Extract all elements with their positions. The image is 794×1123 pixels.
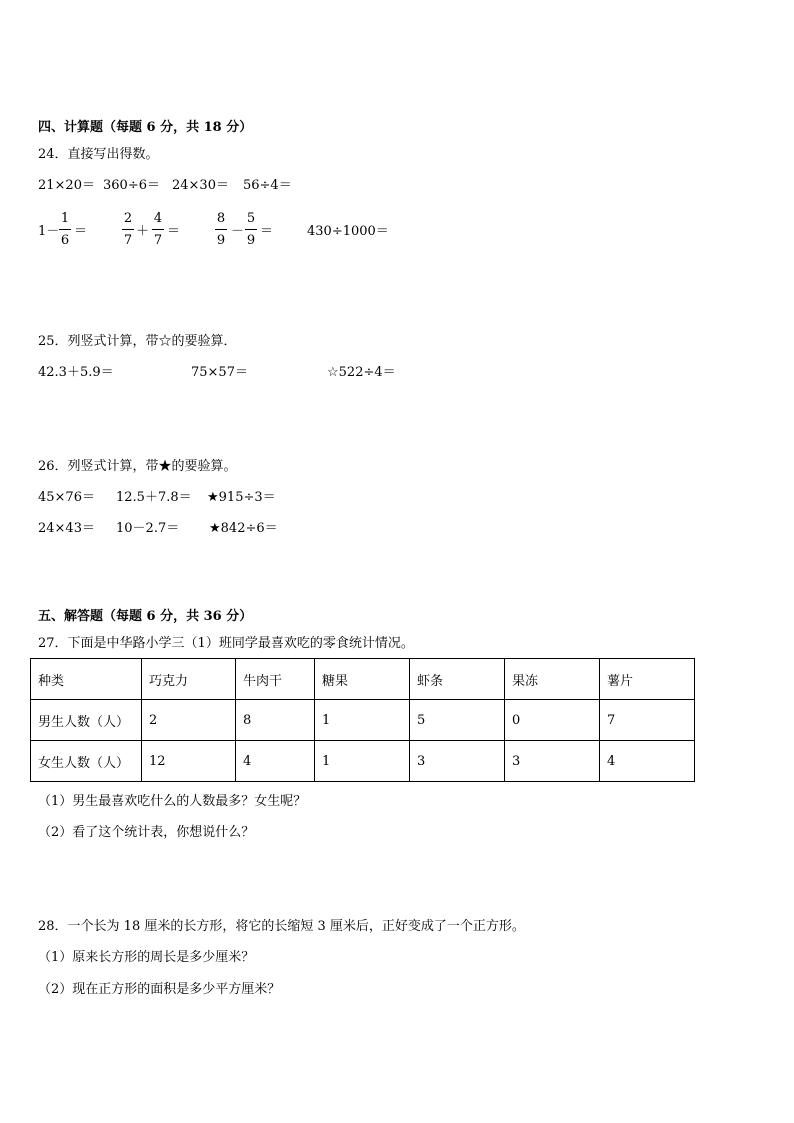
q27-subquestion-2: （2）看了这个统计表，你想说什么？ xyxy=(38,825,255,840)
table-cell: 种类 xyxy=(31,659,142,700)
denominator: 7 xyxy=(153,233,163,248)
section-5-title: 五、解答题（每题 6 分，共 36 分） xyxy=(38,609,253,624)
numerator: 2 xyxy=(123,211,133,226)
q28-subquestion-1: （1）原来长方形的周长是多少厘米？ xyxy=(38,950,255,965)
fraction-lead: 1－ xyxy=(38,224,60,239)
question-27-prompt: 27．下面是中华路小学三（1）班同学最喜欢吃的零食统计情况。 xyxy=(38,636,414,651)
denominator: 7 xyxy=(123,233,133,248)
table-cell: 薯片 xyxy=(600,659,695,700)
question-24-prompt: 24．直接写出得数。 xyxy=(38,147,159,162)
question-28-prompt: 28．一个长为 18 厘米的长方形，将它的长缩短 3 厘米后，正好变成了一个正方形。 xyxy=(38,919,525,934)
q26-expr-2: 12.5＋7.8＝ xyxy=(116,490,192,505)
question-25-prompt: 25．列竖式计算，带☆的要验算． xyxy=(38,334,237,349)
q25-expr-1: 42.3＋5.9＝ xyxy=(38,365,114,380)
q24-expr-4: 56÷4＝ xyxy=(243,178,292,193)
table-cell: 1 xyxy=(315,741,410,782)
fraction-bar xyxy=(152,229,164,230)
table-cell: 女生人数（人） xyxy=(31,741,142,782)
table-cell: 12 xyxy=(142,741,236,782)
denominator: 9 xyxy=(246,233,256,248)
table-cell: 牛肉干 xyxy=(236,659,315,700)
table-row xyxy=(31,700,695,741)
operator: ＋ xyxy=(136,224,150,239)
equals-sign: ＝ xyxy=(167,224,181,239)
numerator: 1 xyxy=(60,211,70,226)
fraction xyxy=(59,212,71,247)
fraction-bar xyxy=(245,229,257,230)
table-cell: 0 xyxy=(505,700,600,741)
section-4-title: 四、计算题（每题 6 分，共 18 分） xyxy=(38,120,253,135)
question-26-prompt: 26．列竖式计算，带★的要验算。 xyxy=(38,459,237,474)
table-cell: 3 xyxy=(410,741,505,782)
operator: － xyxy=(231,224,245,239)
table-row xyxy=(31,741,695,782)
table-cell: 1 xyxy=(315,700,410,741)
table-cell: 4 xyxy=(600,741,695,782)
fraction-bar xyxy=(215,229,227,230)
q27-subquestion-1: （1）男生最喜欢吃什么的人数最多？女生呢？ xyxy=(38,794,307,809)
numerator: 5 xyxy=(246,211,256,226)
q24-expr-2: 360÷6＝ xyxy=(103,178,160,193)
q25-expr-2: 75×57＝ xyxy=(191,365,248,380)
fraction xyxy=(245,212,257,247)
q26-expr-5: 10－2.7＝ xyxy=(116,521,180,536)
table-cell: 果冻 xyxy=(505,659,600,700)
q26-expr-4: 24×43＝ xyxy=(38,521,95,536)
table-header-row xyxy=(31,659,695,700)
fraction xyxy=(122,212,134,247)
table-cell: 8 xyxy=(236,700,315,741)
numerator: 8 xyxy=(216,211,226,226)
table-cell: 4 xyxy=(236,741,315,782)
denominator: 9 xyxy=(216,233,226,248)
table-cell: 7 xyxy=(600,700,695,741)
q24-expr-decimal: 430÷1000＝ xyxy=(307,224,389,239)
table-cell: 巧克力 xyxy=(142,659,236,700)
table-cell: 5 xyxy=(410,700,505,741)
table-cell: 糖果 xyxy=(315,659,410,700)
q24-expr-3: 24×30＝ xyxy=(172,178,229,193)
table-cell: 虾条 xyxy=(410,659,505,700)
q26-expr-6: ★842÷6＝ xyxy=(209,521,278,536)
fraction xyxy=(152,212,164,247)
q26-expr-1: 45×76＝ xyxy=(38,490,95,505)
equals-sign: ＝ xyxy=(74,224,88,239)
fraction xyxy=(215,212,227,247)
fraction-bar xyxy=(122,229,134,230)
q28-subquestion-2: （2）现在正方形的面积是多少平方厘米？ xyxy=(38,982,281,997)
fraction-bar xyxy=(59,229,71,230)
q24-expr-1: 21×20＝ xyxy=(38,178,95,193)
table-cell: 3 xyxy=(505,741,600,782)
table-cell: 2 xyxy=(142,700,236,741)
table-cell: 男生人数（人） xyxy=(31,700,142,741)
equals-sign: ＝ xyxy=(260,224,274,239)
denominator: 6 xyxy=(60,233,70,248)
snack-table xyxy=(30,658,695,782)
numerator: 4 xyxy=(153,211,163,226)
q25-expr-3: ☆522÷4＝ xyxy=(327,365,396,380)
q26-expr-3: ★915÷3＝ xyxy=(207,490,276,505)
